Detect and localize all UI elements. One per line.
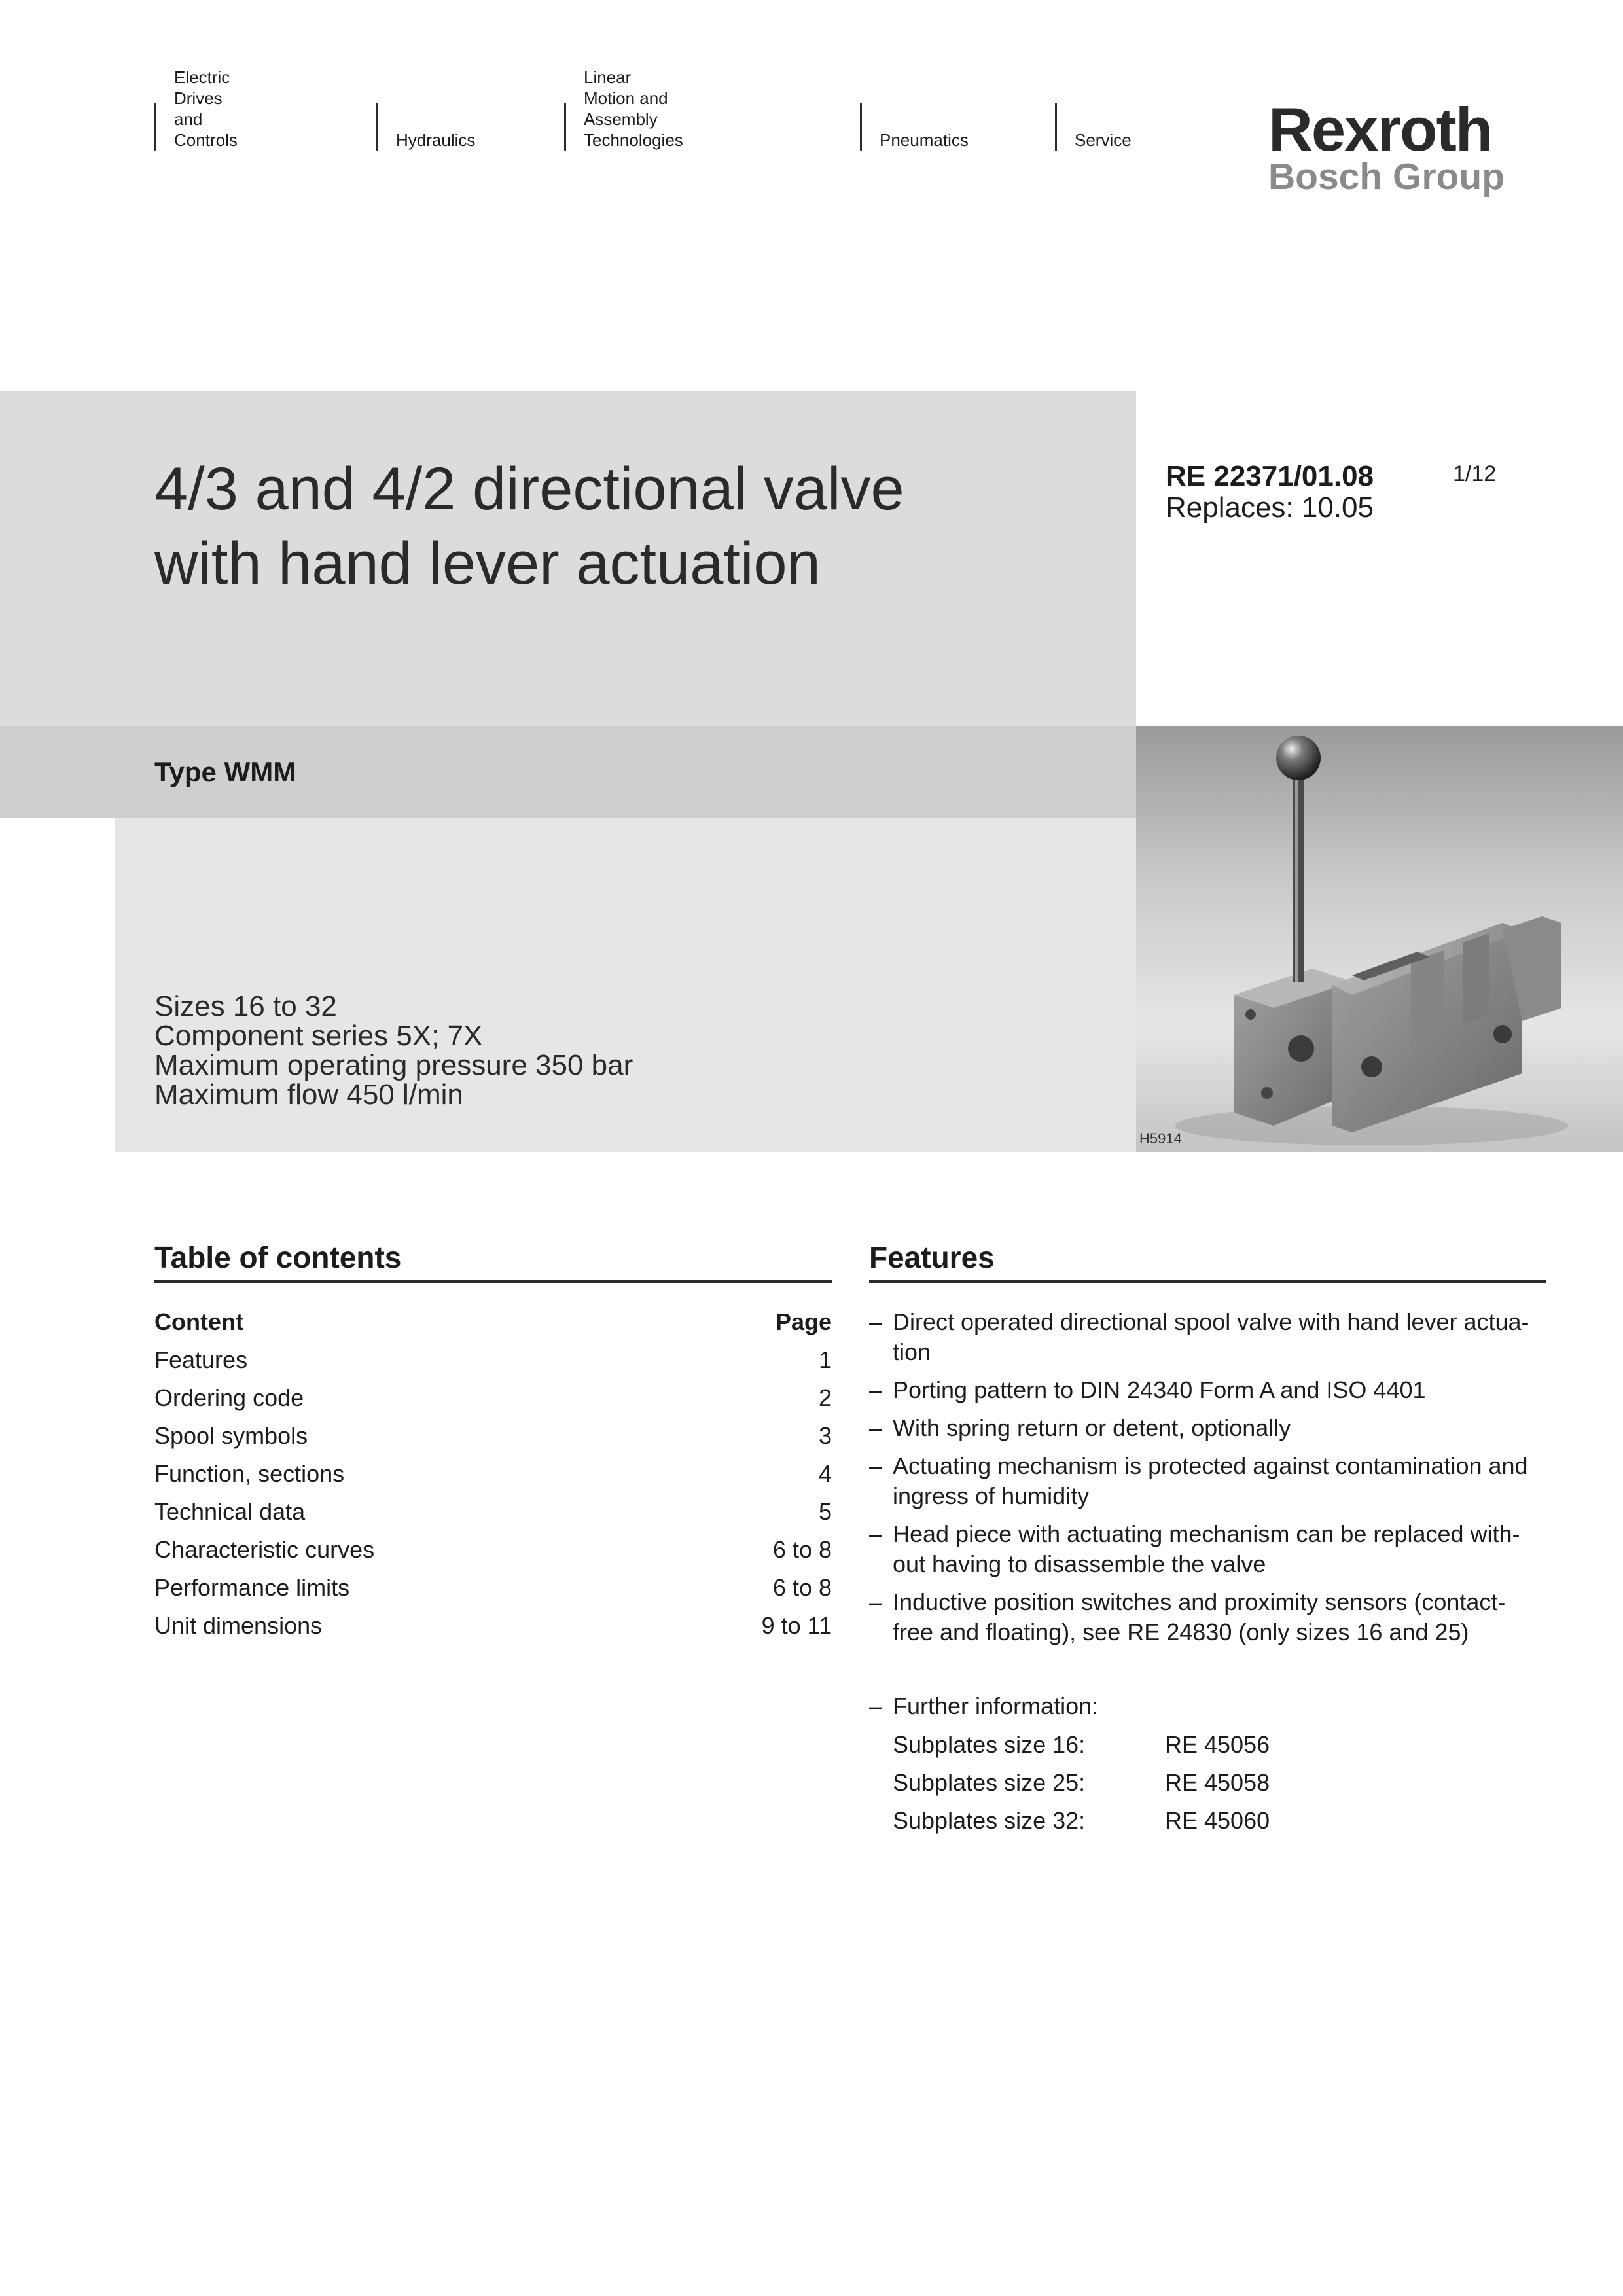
toc-entry: Technical data <box>154 1498 306 1525</box>
toc-row[interactable] <box>154 1569 832 1607</box>
feature-item <box>869 1519 1546 1579</box>
division-label: Electric Drives and Controls <box>174 67 238 150</box>
division-hydraulics[interactable] <box>376 103 476 151</box>
toc-entry: Spool symbols <box>154 1422 308 1449</box>
bullet-dash: – <box>869 1308 883 1335</box>
feature-item <box>869 1413 1546 1443</box>
toc-row[interactable] <box>154 1607 832 1645</box>
division-linear-motion[interactable] <box>564 67 683 151</box>
toc-rule <box>154 1280 832 1283</box>
bullet-dash: – <box>869 1588 883 1615</box>
product-photo <box>1136 726 1623 1152</box>
division-electric-drives[interactable] <box>154 67 238 151</box>
spec-list <box>154 992 633 1109</box>
subplate-ref: RE 45060 <box>1165 1807 1270 1834</box>
division-service[interactable] <box>1055 103 1132 151</box>
subplate-label: Subplates size 32: <box>893 1807 1086 1834</box>
feature-text: Direct operated directional spool valve with hand lever actua- tion <box>893 1308 1529 1365</box>
toc-row[interactable] <box>154 1379 832 1417</box>
spec-line: Sizes 16 to 32 <box>154 990 337 1022</box>
toc-row[interactable] <box>154 1531 832 1569</box>
division-pneumatics[interactable] <box>860 103 969 151</box>
bullet-dash: – <box>869 1414 883 1441</box>
photo-code: H5914 <box>1139 1130 1182 1147</box>
feature-item <box>869 1587 1546 1647</box>
bullet-dash: – <box>869 1693 883 1719</box>
feature-text: Porting pattern to DIN 24340 Form A and ISO 4401 <box>893 1376 1426 1403</box>
brand-logo-subline: Bosch Group <box>1268 156 1505 198</box>
toc-entry: Characteristic curves <box>154 1536 375 1563</box>
toc-page: 4 <box>818 1460 832 1487</box>
toc-row[interactable] <box>154 1417 832 1455</box>
toc-page: 5 <box>818 1498 832 1525</box>
toc-row[interactable] <box>154 1341 832 1379</box>
toc-page: 1 <box>818 1346 832 1373</box>
subplate-ref: RE 45058 <box>1165 1769 1270 1796</box>
division-label: Service <box>1075 130 1132 150</box>
feature-item <box>869 1375 1546 1405</box>
toc-page: 2 <box>818 1384 832 1411</box>
spec-line: Maximum operating pressure 350 bar <box>154 1049 633 1081</box>
feature-text: Head piece with actuating mechanism can be replaced with- out having to disassemble the valve <box>893 1520 1520 1577</box>
toc-row[interactable] <box>154 1455 832 1493</box>
toc-entry: Performance limits <box>154 1574 350 1601</box>
subplate-label: Subplates size 16: <box>893 1731 1086 1758</box>
toc-page: 6 to 8 <box>772 1574 832 1601</box>
page-number: 1/12 <box>1453 461 1497 486</box>
bullet-dash: – <box>869 1452 883 1479</box>
toc-entry: Unit dimensions <box>154 1612 323 1639</box>
replaces-note: Replaces: 10.05 <box>1166 492 1374 524</box>
subplate-ref: RE 45056 <box>1165 1731 1270 1758</box>
page-title: 4/3 and 4/2 directional valve with hand lever actuation <box>154 456 904 597</box>
toc-page: 6 to 8 <box>772 1536 832 1563</box>
feature-text: Actuating mechanism is protected against contamination and ingress of humidity <box>893 1452 1528 1509</box>
division-label: Linear Motion and Assembly Technologies <box>584 67 683 150</box>
feature-text: With spring return or detent, optionally <box>893 1414 1291 1441</box>
toc-entry: Features <box>154 1346 248 1373</box>
spec-line: Component series 5X; 7X <box>154 1020 483 1052</box>
toc-row[interactable] <box>154 1493 832 1531</box>
further-info <box>869 1691 1546 1721</box>
toc-entry: Function, sections <box>154 1460 345 1487</box>
toc-page-header: Page <box>775 1308 832 1335</box>
toc-page: 3 <box>818 1422 832 1449</box>
type-designation: Type WMM <box>154 757 296 787</box>
toc-page: 9 to 11 <box>761 1612 832 1639</box>
brand-logo: Rexroth <box>1268 95 1492 164</box>
toc-header-row <box>154 1303 832 1341</box>
toc-title: Table of contents <box>154 1240 402 1274</box>
bullet-dash: – <box>869 1376 883 1403</box>
feature-text: Inductive position switches and proximity sensors (contact- free and floating), see RE 24830 (only sizes 16 and 25) <box>893 1588 1506 1645</box>
toc-entry: Ordering code <box>154 1384 304 1411</box>
toc-content-header: Content <box>154 1308 243 1335</box>
division-label: Pneumatics <box>880 130 969 150</box>
valve-illustration <box>1136 726 1623 1152</box>
further-info-label: Further information: <box>893 1693 1099 1719</box>
subplate-label: Subplates size 25: <box>893 1769 1086 1796</box>
spec-line: Maximum flow 450 l/min <box>154 1079 463 1111</box>
features-rule <box>869 1280 1546 1283</box>
feature-item <box>869 1307 1546 1367</box>
division-label: Hydraulics <box>396 130 476 150</box>
document-number: RE 22371/01.08 <box>1166 460 1374 492</box>
features-title: Features <box>869 1240 995 1274</box>
feature-item <box>869 1451 1546 1511</box>
bullet-dash: – <box>869 1520 883 1547</box>
